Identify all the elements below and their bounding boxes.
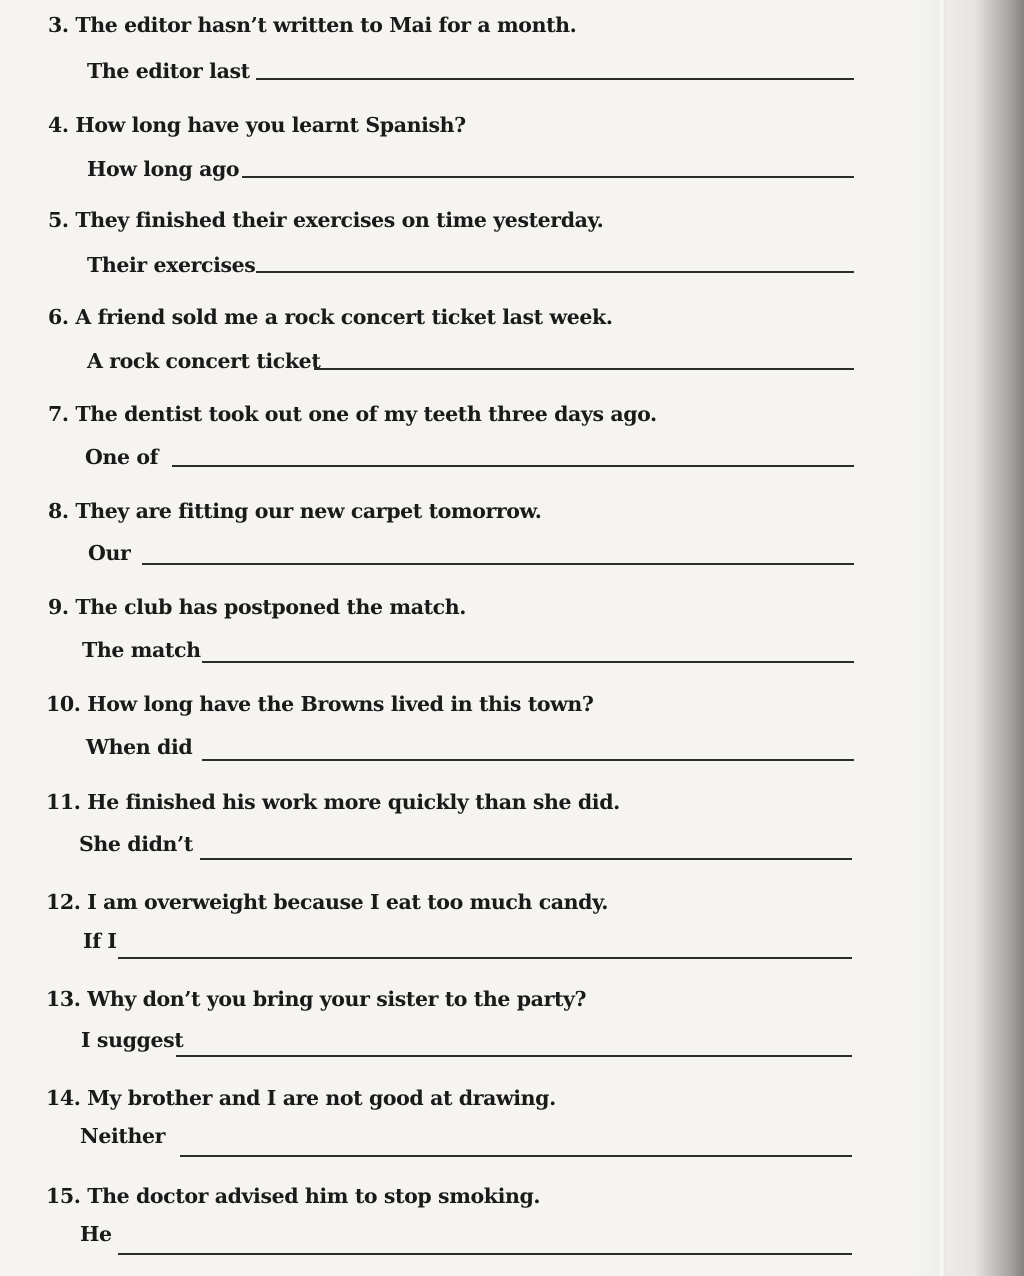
answer-line[interactable] [314, 368, 854, 370]
answer-stem: If I [83, 929, 117, 953]
exercise-question-text: I am overweight because I eat too much candy. [87, 890, 609, 914]
answer-line[interactable] [202, 661, 854, 663]
exercise-number: 15. [46, 1184, 81, 1208]
exercise-question-text: The doctor advised him to stop smoking. [87, 1184, 541, 1208]
exercise-question [46, 692, 594, 716]
answer-stem: A rock concert ticket [87, 349, 321, 373]
answer-stem: When did [86, 735, 193, 759]
exercise-number: 13. [46, 987, 81, 1011]
exercise-number: 4. [48, 113, 69, 137]
exercise-question [48, 499, 541, 523]
exercise-number: 5. [48, 208, 69, 232]
answer-line[interactable] [256, 271, 854, 273]
answer-line[interactable] [180, 1155, 852, 1157]
exercise-question-text: A friend sold me a rock concert ticket last week. [75, 305, 613, 329]
answer-stem: The match [82, 638, 201, 662]
answer-stem: Neither [80, 1124, 165, 1148]
exercise-question-text: Why don’t you bring your sister to the party? [87, 987, 587, 1011]
answer-stem: I suggest [81, 1028, 184, 1052]
exercise-question [48, 208, 603, 232]
exercise-number: 12. [46, 890, 81, 914]
answer-line[interactable] [142, 563, 854, 565]
exercise-question-text: They finished their exercises on time yesterday. [75, 208, 604, 232]
answer-stem: Their exercises [87, 253, 256, 277]
answer-stem: Our [88, 541, 131, 565]
exercise-number: 6. [48, 305, 69, 329]
exercise-number: 10. [46, 692, 81, 716]
answer-line[interactable] [118, 957, 852, 959]
exercise-question [48, 402, 657, 426]
exercise-number: 11. [46, 790, 81, 814]
page-gutter-shadow [914, 0, 1024, 1276]
exercise-question [48, 113, 466, 137]
answer-stem: How long ago [87, 157, 240, 181]
exercise-number: 8. [48, 499, 69, 523]
answer-stem: She didn’t [79, 832, 193, 856]
exercise-question [48, 305, 613, 329]
exercise-question [46, 890, 608, 914]
answer-line[interactable] [202, 759, 854, 761]
exercise-question [46, 1184, 540, 1208]
answer-line[interactable] [200, 858, 852, 860]
answer-line[interactable] [176, 1055, 852, 1057]
exercise-question-text: The editor hasn’t written to Mai for a month. [75, 13, 577, 37]
exercise-question [48, 595, 466, 619]
answer-stem: The editor last [87, 59, 250, 83]
exercise-question [48, 13, 576, 37]
answer-line[interactable] [256, 78, 854, 80]
exercise-question-text: How long have the Browns lived in this town? [87, 692, 594, 716]
exercise-number: 9. [48, 595, 69, 619]
exercise-question-text: The club has postponed the match. [75, 595, 466, 619]
exercise-question-text: The dentist took out one of my teeth three days ago. [75, 402, 657, 426]
answer-line[interactable] [118, 1253, 852, 1255]
exercise-question-text: How long have you learnt Spanish? [75, 113, 466, 137]
page-edge [938, 0, 946, 1276]
answer-line[interactable] [242, 176, 854, 178]
exercise-number: 7. [48, 402, 69, 426]
exercise-question-text: He finished his work more quickly than she did. [87, 790, 620, 814]
answer-stem: He [80, 1222, 112, 1246]
exercise-question-text: They are fitting our new carpet tomorrow. [75, 499, 542, 523]
exercise-question [46, 1086, 556, 1110]
exercise-question [46, 790, 620, 814]
exercise-question [46, 987, 586, 1011]
answer-stem: One of [85, 445, 159, 469]
answer-line[interactable] [172, 465, 854, 467]
exercise-number: 14. [46, 1086, 81, 1110]
exercise-question-text: My brother and I are not good at drawing. [87, 1086, 556, 1110]
exercise-number: 3. [48, 13, 69, 37]
